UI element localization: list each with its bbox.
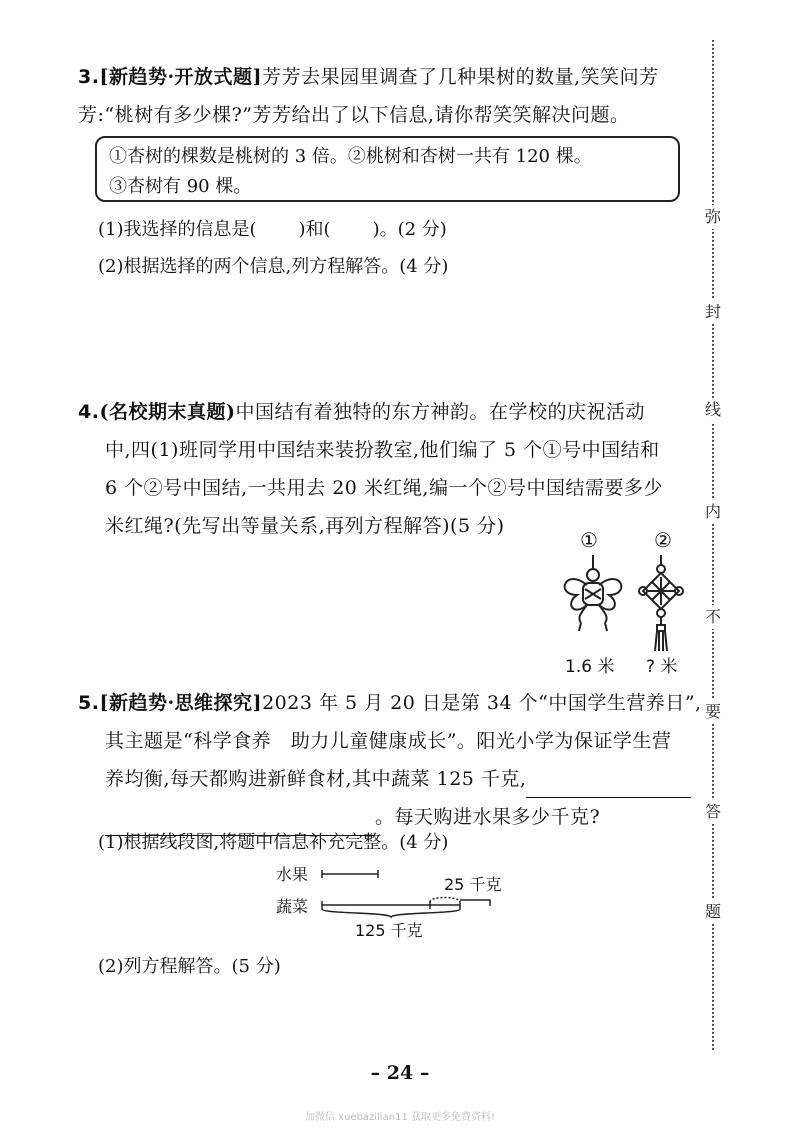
info-line: ③杏树有 90 棵。 <box>109 176 252 197</box>
knot-1-label: ① <box>580 528 598 552</box>
question-text-line: 养均衡,每天都购进新鲜食材,其中蔬菜 125 千克, <box>105 768 527 790</box>
q3-sub-question-1 <box>98 215 447 245</box>
vegetable-label: 蔬菜 <box>276 897 309 916</box>
watermark-text: 加微信 xuebazilian11 获取更多免费资料! <box>304 1112 496 1123</box>
knot-1-icon <box>565 555 622 631</box>
question-number: 4. <box>78 401 100 423</box>
margin-char: 题 <box>702 900 724 924</box>
question-tag: [新趋势·开放式题] <box>99 66 263 88</box>
info-line: ①杏树的棵数是桃树的 3 倍。②桃树和杏树一共有 120 棵。 <box>109 146 592 167</box>
knot-2-label: ② <box>654 528 672 552</box>
difference-label: 25 千克 <box>444 875 502 894</box>
question-text-line: 米红绳?(先写出等量关系,再列方程解答)(5 分) <box>105 515 505 537</box>
question-text-line: 2023 年 5 月 20 日是第 34 个“中国学生营养日”, <box>262 692 702 714</box>
fruit-segment <box>322 870 378 878</box>
fill-in-blank-line[interactable] <box>526 775 691 798</box>
knot-2-icon <box>639 555 683 651</box>
question-text-line: 中,四(1)班同学用中国结来装扮教室,他们编了 5 个①号中国结和 <box>105 439 660 461</box>
chinese-knot-illustration <box>555 555 685 655</box>
knot-2-length: ? 米 <box>646 657 678 677</box>
question-text-line: 。每天购进水果多少千克? <box>375 806 601 828</box>
question-tag: [新趋势·思维探究] <box>99 692 263 714</box>
sub-text: (1)我选择的信息是( <box>98 219 257 240</box>
knot-1-length: 1.6 米 <box>565 657 615 677</box>
margin-char: 答 <box>702 800 724 824</box>
margin-char: 弥 <box>702 205 724 229</box>
q3-sub-question-2: (2)根据选择的两个信息,列方程解答。(4 分) <box>98 256 449 277</box>
question-tag: (名校期末真题) <box>99 401 236 423</box>
total-label: 125 千克 <box>355 921 423 940</box>
question-3 <box>78 58 693 134</box>
question-text-line: 6 个②号中国结,一共用去 20 米红绳,编一个②号中国结需要多少 <box>105 477 663 499</box>
margin-char: 不 <box>702 605 724 629</box>
page-number: – 24 – <box>370 1062 430 1084</box>
sub-text: )。(2 分) <box>372 219 447 240</box>
question-text-line: 中国结有着独特的东方神韵。在学校的庆祝活动 <box>235 401 645 423</box>
question-text-line: 其主题是“科学食养 助力儿童健康成长”。阳光小学为保证学生营 <box>105 730 672 752</box>
margin-char: 封 <box>702 300 724 324</box>
margin-char: 线 <box>702 398 724 422</box>
question-text-line: 芳:“桃树有多少棵?”芳芳给出了以下信息,请你帮笑笑解决问题。 <box>78 104 630 126</box>
question-text-line: 芳芳去果园里调查了几种果树的数量,笑笑问芳 <box>262 66 659 88</box>
fruit-label: 水果 <box>276 865 309 884</box>
question-number: 3. <box>78 66 100 88</box>
vegetable-segment <box>322 901 460 909</box>
q5-sub-question-2: (2)列方程解答。(5 分) <box>98 956 281 977</box>
q5-sub-question-1: (1)根据线段图,将题中信息补充完整。(4 分) <box>98 832 449 853</box>
margin-char: 内 <box>702 500 724 524</box>
info-box <box>95 136 680 202</box>
line-segment-diagram <box>318 864 498 924</box>
total-brace <box>322 909 460 917</box>
question-5 <box>78 684 702 836</box>
dotted-seal-line <box>712 40 714 1050</box>
binding-margin <box>700 40 730 1050</box>
question-number: 5. <box>78 692 100 714</box>
sub-text: )和( <box>298 219 331 240</box>
margin-char: 要 <box>702 700 724 724</box>
question-4 <box>78 393 693 545</box>
